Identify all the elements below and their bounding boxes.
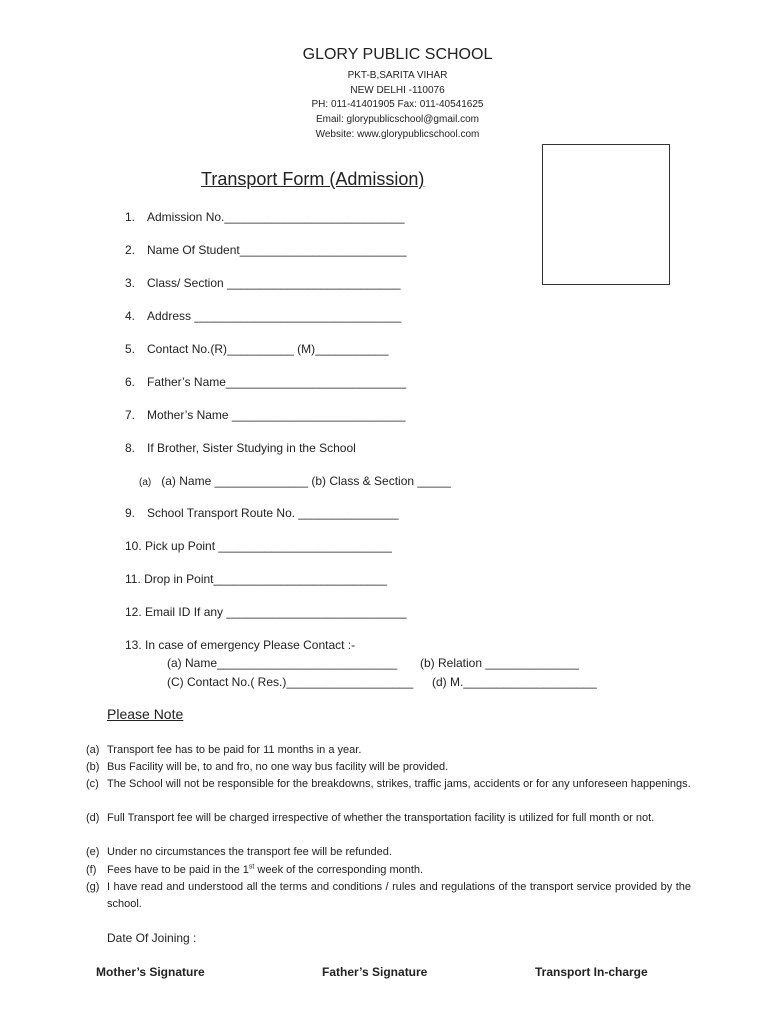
field-drop-point[interactable]: 11. Drop in Point__________________________ xyxy=(125,572,388,586)
note-item: (a) Transport fee has to be paid for 11 months in a year. xyxy=(86,744,362,756)
school-name: GLORY PUBLIC SCHOOL xyxy=(302,46,493,63)
field-admission-no[interactable]: 1. Admission No.___________________________ xyxy=(125,210,405,224)
date-of-joining[interactable]: Date Of Joining : xyxy=(107,931,197,945)
field-address[interactable]: 4. Address _______________________________ xyxy=(125,309,402,323)
emergency-name[interactable]: (a) Name___________________________ xyxy=(167,656,398,670)
emergency-contact-res[interactable]: (C) Contact No.( Res.)___________________ xyxy=(167,675,414,689)
note-item: (b) Bus Facility will be, to and fro, no one way bus facility will be provided. xyxy=(86,761,449,773)
field-class-section[interactable]: 3. Class/ Section __________________________ xyxy=(125,276,401,290)
photo-box xyxy=(542,144,670,285)
school-website: Website: www.glorypublicschool.com xyxy=(315,129,480,140)
field-pickup-point[interactable]: 10. Pick up Point __________________________ xyxy=(125,539,392,553)
field-email-id[interactable]: 12. Email ID If any ___________________________ xyxy=(125,605,407,619)
transport-incharge-signature: Transport In-charge xyxy=(535,965,648,979)
field-student-name[interactable]: 2. Name Of Student_________________________ xyxy=(125,243,407,257)
school-phone: PH: 011-41401905 Fax: 011-40541625 xyxy=(311,99,484,110)
field-sibling-details[interactable]: (a) (a) Name ______________ (b) Class & Section _____ xyxy=(139,474,451,488)
note-item: (g) I have read and understood all the terms and conditions / rules and regulations of the transport service provided by the school. xyxy=(86,881,691,910)
note-item: (e) Under no circumstances the transport fee will be refunded. xyxy=(86,846,392,858)
school-email: Email: glorypublicschool@gmail.com xyxy=(316,114,479,125)
form-title: Transport Form (Admission) xyxy=(201,169,425,189)
note-item: (d) Full Transport fee will be charged irrespective of whether the transportation facility is utilized for full month or not. xyxy=(86,812,655,824)
mother-signature: Mother’s Signature xyxy=(96,965,205,979)
field-emergency-heading: 13. In case of emergency Please Contact :- xyxy=(125,638,356,652)
field-contact-no[interactable]: 5. Contact No.(R)__________ (M)___________ xyxy=(125,342,389,356)
field-sibling-heading: 8. If Brother, Sister Studying in the School xyxy=(125,441,356,455)
emergency-mobile[interactable]: (d) M.____________________ xyxy=(432,675,597,689)
field-father-name[interactable]: 6. Father’s Name___________________________ xyxy=(125,375,407,389)
please-note-heading: Please Note xyxy=(107,706,184,722)
father-signature: Father’s Signature xyxy=(322,965,428,979)
emergency-relation[interactable]: (b) Relation ______________ xyxy=(420,656,579,670)
field-route-no[interactable]: 9. School Transport Route No. _______________ xyxy=(125,506,399,520)
note-item: (c) The School will not be responsible for the breakdowns, strikes, traffic jams, accidents or for any unforeseen happenings. xyxy=(86,778,691,790)
field-mother-name[interactable]: 7. Mother’s Name __________________________ xyxy=(125,408,406,422)
note-item: (f) Fees have to be paid in the 1st week of the corresponding month. xyxy=(86,863,424,876)
school-address-line2: NEW DELHI -110076 xyxy=(350,85,445,96)
school-address-line1: PKT-B,SARITA VIHAR xyxy=(347,70,448,81)
